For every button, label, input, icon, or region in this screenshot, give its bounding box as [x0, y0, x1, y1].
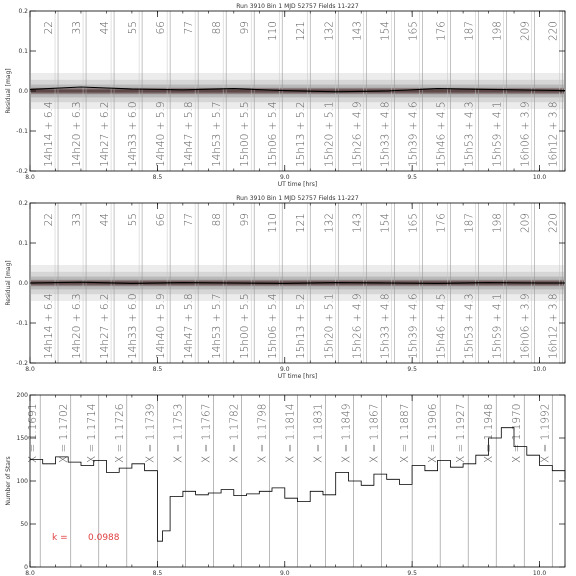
y-tick-label: 0.1 [18, 240, 28, 247]
x-tick-label: 10.0 [532, 366, 547, 373]
field-number-label: 198 [491, 21, 504, 42]
x-tick-label: 8.0 [25, 366, 35, 373]
field-time-label: 15h13 + 5.2 [295, 293, 308, 359]
field-number-label: 44 [99, 213, 112, 227]
field-number-label: 209 [519, 213, 532, 234]
airmass-label: X = 1.1714 [85, 403, 98, 463]
x-tick-label: 8.5 [152, 570, 163, 576]
x-tick-label: 9.5 [407, 366, 417, 373]
field-number-label: 22 [43, 21, 56, 35]
field-number-label: 33 [71, 21, 84, 35]
airmass-label: X = 1.1927 [455, 403, 468, 463]
field-number-label: 88 [211, 213, 224, 227]
airmass-label: X = 1.1992 [539, 403, 552, 463]
field-number-label: 55 [127, 21, 140, 35]
y-tick-label: 0.0 [18, 280, 28, 287]
field-number-label: 88 [211, 21, 224, 35]
airmass-label: X = 1.1970 [511, 403, 524, 463]
field-number-label: 143 [351, 21, 364, 42]
field-time-label: 14h14 + 6.4 [43, 101, 56, 167]
field-number-label: 121 [295, 213, 308, 234]
airmass-label: X = 1.1831 [312, 403, 325, 463]
field-time-label: 15h20 + 5.1 [323, 101, 336, 167]
field-time-label: 14h40 + 5.9 [155, 293, 168, 359]
airmass-label: X = 1.1887 [399, 403, 412, 463]
field-time-label: 16h06 + 3.9 [519, 101, 532, 167]
field-number-label: 154 [379, 213, 392, 234]
y-tick-label: 0.0 [18, 88, 28, 95]
y-axis-label: Residual [mag] [5, 260, 12, 306]
airmass-label: X = 1.1798 [256, 403, 269, 463]
airmass-label: X = 1.1767 [200, 403, 213, 463]
y-tick-label: -0.2 [16, 360, 28, 367]
extinction-value: 0.0988 [88, 533, 120, 543]
field-number-label: 66 [155, 21, 168, 35]
field-time-label: 15h26 + 4.9 [351, 101, 364, 167]
y-tick-label: 150 [16, 435, 28, 442]
field-number-label: 33 [71, 213, 84, 227]
field-time-label: 15h00 + 5.5 [239, 101, 252, 167]
y-axis-label: Residual [mag] [5, 68, 12, 114]
x-tick-label: 10.0 [532, 174, 547, 181]
x-tick-label: 9.5 [407, 570, 417, 576]
field-time-label: 15h53 + 4.3 [463, 101, 476, 167]
residual-panel-middle [5, 195, 565, 380]
airmass-label: X = 1.1739 [144, 403, 157, 463]
airmass-label: X = 1.1726 [113, 403, 126, 463]
x-tick-label: 8.0 [25, 174, 35, 181]
field-time-label: 15h46 + 4.5 [435, 101, 448, 167]
field-number-label: 77 [183, 21, 196, 35]
y-tick-label: 0.2 [18, 200, 28, 207]
x-tick-label: 8.0 [25, 570, 35, 576]
field-number-label: 99 [239, 213, 252, 227]
y-axis-label: Number of Stars [5, 456, 12, 506]
airmass-label: X = 1.1867 [368, 403, 381, 463]
x-tick-label: 9.0 [279, 570, 290, 576]
airmass-label: X = 1.1753 [172, 403, 185, 463]
y-tick-label: 50 [20, 521, 28, 528]
residual-panel-top [5, 3, 565, 188]
field-time-label: 14h14 + 6.4 [43, 293, 56, 359]
field-time-label: 14h27 + 6.2 [99, 101, 112, 167]
x-axis-label: UT time [hrs] [277, 373, 318, 380]
airmass-label: X = 1.1849 [340, 403, 353, 463]
field-number-label: 220 [547, 213, 560, 234]
field-time-label: 16h06 + 3.9 [519, 293, 532, 359]
x-tick-label: 9.0 [279, 174, 290, 181]
field-number-label: 143 [351, 213, 364, 234]
field-time-label: 15h39 + 4.6 [407, 293, 420, 359]
x-tick-label: 9.0 [279, 366, 290, 373]
field-time-label: 15h06 + 5.4 [267, 293, 280, 359]
field-number-label: 110 [267, 21, 280, 42]
field-time-label: 14h27 + 6.2 [99, 293, 112, 359]
chart-title: Run 3910 Bin 1 MJD 52757 Fields 11-227 [236, 3, 359, 10]
field-time-label: 15h53 + 4.3 [463, 293, 476, 359]
field-time-label: 15h26 + 4.9 [351, 293, 364, 359]
y-tick-label: 200 [16, 392, 28, 399]
field-number-label: 176 [435, 21, 448, 42]
field-time-label: 16h12 + 3.8 [547, 293, 560, 359]
extinction-label: k = [52, 533, 68, 543]
field-time-label: 14h33 + 6.0 [127, 293, 140, 359]
field-number-label: 132 [323, 21, 336, 42]
field-time-label: 14h47 + 5.8 [183, 101, 196, 167]
field-time-label: 14h20 + 6.3 [71, 101, 84, 167]
field-number-label: 187 [463, 213, 476, 234]
star-count-panel [5, 392, 565, 576]
field-number-label: 66 [155, 213, 168, 227]
field-number-label: 110 [267, 213, 280, 234]
field-number-label: 165 [407, 21, 420, 42]
field-time-label: 14h33 + 6.0 [127, 101, 140, 167]
field-time-label: 16h12 + 3.8 [547, 101, 560, 167]
field-time-label: 15h13 + 5.2 [295, 101, 308, 167]
field-time-label: 15h59 + 4.1 [491, 101, 504, 167]
airmass-label: X = 1.1691 [27, 403, 40, 463]
x-tick-label: 8.5 [152, 174, 163, 181]
field-number-label: 209 [519, 21, 532, 42]
field-number-label: 154 [379, 21, 392, 42]
y-tick-label: 0.1 [18, 48, 28, 55]
y-tick-label: -0.1 [16, 320, 28, 327]
field-number-label: 220 [547, 21, 560, 42]
field-time-label: 15h33 + 4.8 [379, 101, 392, 167]
field-number-label: 187 [463, 21, 476, 42]
field-time-label: 14h53 + 5.7 [211, 101, 224, 167]
x-tick-label: 9.5 [407, 174, 417, 181]
airmass-label: X = 1.1702 [57, 403, 70, 463]
field-time-label: 15h33 + 4.8 [379, 293, 392, 359]
airmass-label: X = 1.1782 [228, 403, 241, 463]
y-tick-label: 0.2 [18, 8, 28, 15]
field-time-label: 14h40 + 5.9 [155, 101, 168, 167]
field-time-label: 15h59 + 4.1 [491, 293, 504, 359]
field-time-label: 14h47 + 5.8 [183, 293, 196, 359]
field-number-label: 77 [183, 213, 196, 227]
y-tick-label: -0.1 [16, 128, 28, 135]
field-number-label: 44 [99, 21, 112, 35]
field-time-label: 15h20 + 5.1 [323, 293, 336, 359]
field-time-label: 15h00 + 5.5 [239, 293, 252, 359]
field-number-label: 22 [43, 213, 56, 227]
airmass-label: X = 1.1814 [284, 403, 297, 463]
chart-title: Run 3910 Bin 1 MJD 52757 Fields 11-227 [236, 195, 359, 202]
field-number-label: 55 [127, 213, 140, 227]
field-number-label: 121 [295, 21, 308, 42]
field-time-label: 15h46 + 4.5 [435, 293, 448, 359]
airmass-label: X = 1.1948 [483, 403, 496, 463]
field-number-label: 198 [491, 213, 504, 234]
x-tick-label: 10.0 [532, 570, 547, 576]
field-time-label: 15h39 + 4.6 [407, 101, 420, 167]
x-axis-label: UT time [hrs] [277, 181, 318, 188]
x-tick-label: 8.5 [152, 366, 163, 373]
y-tick-label: 0 [24, 564, 28, 571]
field-number-label: 99 [239, 21, 252, 35]
field-number-label: 165 [407, 213, 420, 234]
field-time-label: 14h20 + 6.3 [71, 293, 84, 359]
field-number-label: 132 [323, 213, 336, 234]
y-tick-label: -0.2 [16, 168, 28, 175]
field-time-label: 14h53 + 5.7 [211, 293, 224, 359]
airmass-label: X = 1.1906 [427, 403, 440, 463]
y-tick-label: 100 [16, 478, 28, 485]
field-number-label: 176 [435, 213, 448, 234]
field-time-label: 15h06 + 5.4 [267, 101, 280, 167]
